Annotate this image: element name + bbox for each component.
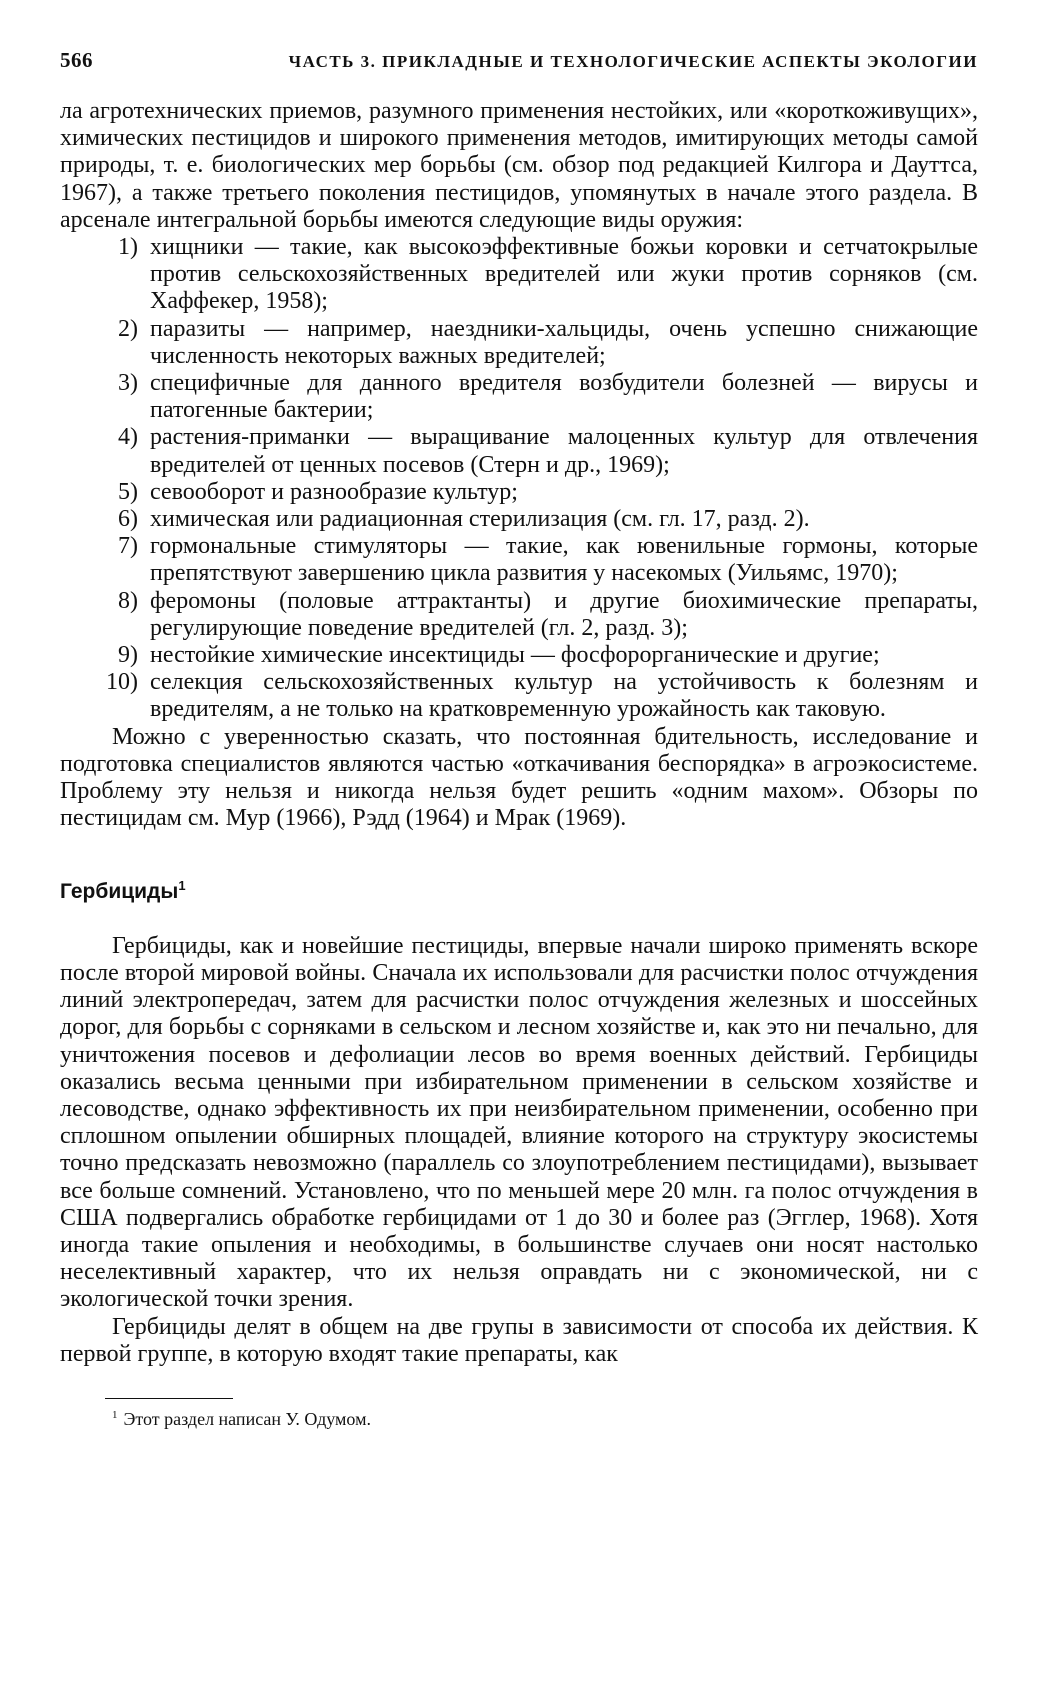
list-item-text: паразиты — например, наездники-хальциды, очень успешно снижающие численность некоторых важных вредителей; — [150, 315, 978, 369]
herbicides-paragraph-2: Гербициды делят в общем на две групы в зависимости от способа их действия. К первой группе, в которую входят такие препараты, как — [60, 1313, 978, 1367]
page-header — [60, 48, 978, 88]
list-item — [60, 370, 978, 424]
list-item — [60, 642, 978, 669]
list-item-number: 7) — [118, 533, 138, 560]
list-item-text: селекция сельскохозяйственных культур на устойчивость к болезням и вредителям, а не только на кратковременную урожайность как таковую. — [150, 669, 978, 723]
footnote-divider — [105, 1398, 233, 1399]
list-item-number: 6) — [118, 506, 138, 533]
list-item-text: растения-приманки — выращивание малоценных культур для отвлечения вредителей от ценных посевов (Стерн и др., 1969); — [150, 424, 978, 478]
section-title: Гербициды — [60, 880, 179, 904]
running-title: ЧАСТЬ 3. ПРИКЛАДНЫЕ И ТЕХНОЛОГИЧЕСКИЕ АСПЕКТЫ ЭКОЛОГИИ — [288, 52, 978, 71]
list-item-number: 4) — [118, 424, 138, 451]
list-item — [60, 316, 978, 370]
list-item — [60, 506, 978, 533]
list-item — [60, 479, 978, 506]
body-text — [60, 98, 978, 1368]
weapons-list — [60, 234, 978, 724]
closing-paragraph: Можно с уверенностью сказать, что постоянная бдительность, исследование и подготовка специалистов являются частью «откачивания беспорядка» в агроэкосистеме. Проблему эту нельзя и никогда нельзя будет решить «одним махом». Обзоры по пестицидам см. Мур (1966), Рэдд (1964) и Мрак (1969). — [60, 723, 978, 832]
list-item — [60, 424, 978, 478]
list-item-text: севооборот и разнообразие культур; — [150, 478, 518, 505]
section-heading — [60, 872, 978, 905]
list-item-text: гормональные стимуляторы — такие, как ювенильные гормоны, которые препятствуют завершению цикла развития у насекомых (Уильямс, 1970); — [150, 533, 978, 587]
footnote — [112, 1409, 978, 1430]
footnote-marker: 1 — [178, 878, 186, 894]
list-item-number: 9) — [118, 642, 138, 669]
list-item-number: 8) — [118, 587, 138, 614]
page-number: 566 — [60, 48, 93, 72]
list-item-text: нестойкие химические инсектициды — фосфорорганические и другие; — [150, 642, 880, 669]
herbicides-paragraph-1: Гербициды, как и новейшие пестициды, впервые начали широко применять вскоре после второй мировой войны. Сначала их использовали для расчистки полос отчуждения линий электропередач, затем для расчистки полос отчуждения железных и шоссейных дорог, для борьбы с сорняками в сельском и лесном хозяйстве и, как это ни печально, для уничтожения посевов и дефолиации лесов во время военных действий. Гербициды оказались весьма ценными при избирательном применении в сельском хозяйстве и лесоводстве, однако эффективность их при неизбирательном применении, особенно при сплошном опылении обширных площадей, влияние которого на структуру экосистемы точно предсказать невозможно (параллель со злоупотреблением пестицидами), вызывает все больше сомнений. Установлено, что по меньшей мере 20 млн. га полос отчуждения в США подвергались обработке гербицидами от 1 до 30 и более раз (Эгглер, 1968). Хотя иногда такие опыления и необходимы, в большинстве случаев они носят настолько неселективный характер, что их нельзя оправдать ни с экономической, ни с экологической точки зрения. — [60, 932, 978, 1313]
intro-paragraph: ла агротехнических приемов, разумного применения нестойких, или «короткоживущих», химических пестицидов и широкого применения методов, имитирующих методы самой природы, т. е. биологических мер борьбы (см. обзор под редакцией Килгора и Дауттса, 1967), а также третьего поколения пестицидов, упомянутых в начале этого раздела. В арсенале интегральной борьбы имеются следующие виды оружия: — [60, 98, 978, 233]
list-item-text: феромоны (половые аттрактанты) и другие биохимические препараты, регулирующие поведение вредителей (гл. 2, разд. 3); — [150, 587, 978, 641]
list-item-number: 1) — [118, 234, 138, 261]
list-item — [60, 669, 978, 723]
list-item-text: химическая или радиационная стерилизация (см. гл. 17, разд. 2). — [150, 506, 810, 533]
list-item-text: специфичные для данного вредителя возбудители болезней — вирусы и патогенные бактерии; — [150, 370, 978, 424]
list-item-number: 10) — [106, 669, 138, 696]
list-item — [60, 533, 978, 587]
list-item — [60, 588, 978, 642]
list-item-number: 3) — [118, 370, 138, 397]
footnote-text: Этот раздел написан У. Одумом. — [123, 1408, 371, 1429]
list-item-text: хищники — такие, как высокоэффективные божьи коровки и сетчатокрылые против сельскохозяйственных вредителей или жуки против сорняков (см. Хаффекер, 1958); — [150, 234, 978, 315]
footnote-mark: 1 — [112, 1408, 118, 1421]
list-item — [60, 234, 978, 316]
list-item-number: 2) — [118, 315, 138, 342]
list-item-number: 5) — [118, 478, 138, 505]
